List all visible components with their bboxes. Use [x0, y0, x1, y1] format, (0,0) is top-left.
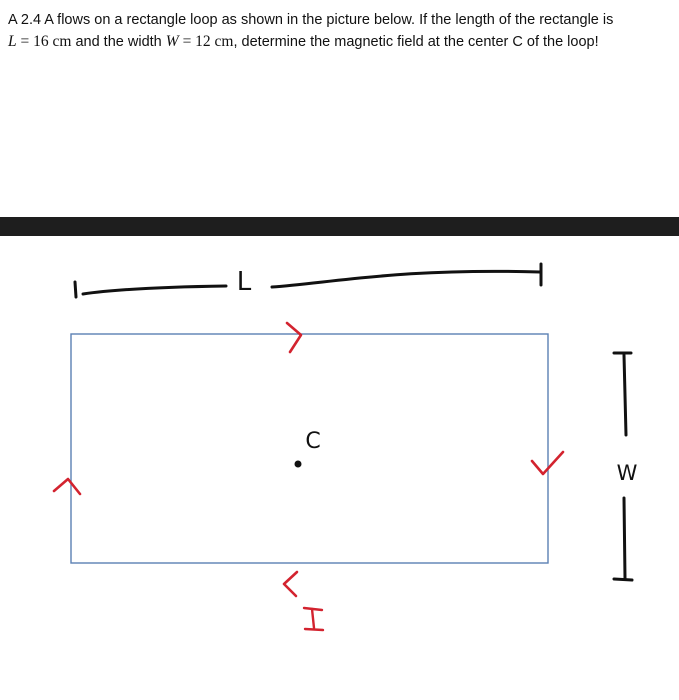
bottom-arrow-icon	[284, 572, 297, 596]
length-right-line	[272, 271, 540, 287]
length-variable: L = 16 cm	[8, 33, 72, 50]
length-label: L	[236, 267, 252, 297]
left-arrow-icon	[54, 479, 80, 494]
length-left-line	[83, 286, 226, 294]
length-left-tick	[75, 282, 76, 297]
problem-mid-text: and the width	[71, 34, 166, 50]
center-point	[295, 461, 302, 468]
center-label: C	[305, 429, 321, 454]
width-variable: W = 12 cm	[165, 33, 234, 50]
width-top-line	[624, 355, 626, 435]
width-label: W	[616, 461, 638, 485]
width-bottom-tick	[614, 579, 632, 580]
problem-end-text: , determine the magnetic field at the center C of the loop!	[233, 34, 599, 50]
length-dimension	[75, 264, 541, 297]
current-arrows	[54, 323, 563, 596]
current-label	[304, 608, 323, 630]
width-bottom-line	[624, 498, 625, 578]
problem-text-line-1: A 2.4 A flows on a rectangle loop as shown in the picture below. If the length of the rectangle is	[8, 12, 614, 28]
top-arrow-icon	[287, 323, 301, 352]
